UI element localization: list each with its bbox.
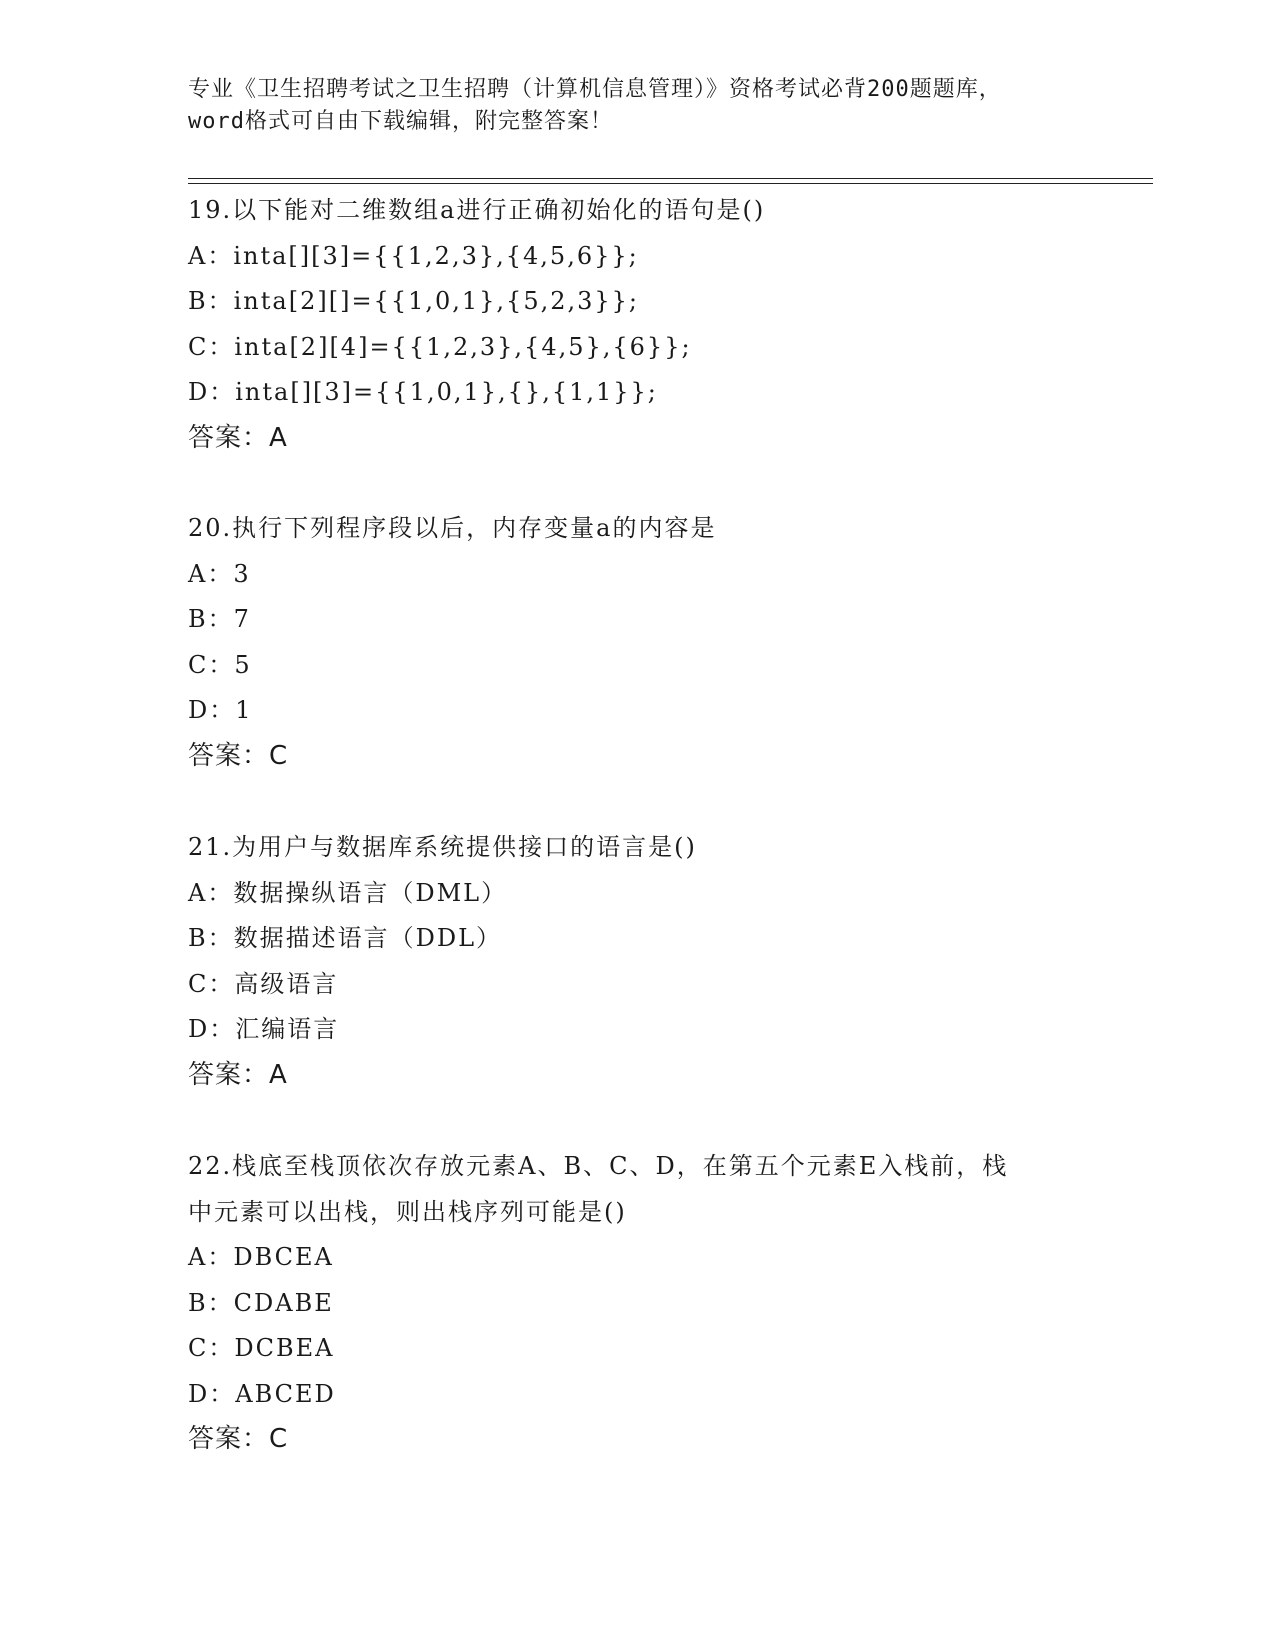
question-stem-line-2: 中元素可以出栈，则出栈序列可能是() xyxy=(188,1197,627,1226)
option-c: C：inta[2][4]={{1,2,3},{4,5},{6}}; xyxy=(188,332,692,361)
document-header xyxy=(188,74,1088,138)
option-d: D：1 xyxy=(188,696,253,724)
question-20 xyxy=(188,506,1088,779)
option-d: D：汇编语言 xyxy=(188,1015,340,1043)
option-b: B：7 xyxy=(188,605,251,633)
option-c: C：DCBEA xyxy=(188,1334,335,1362)
question-22 xyxy=(188,1144,1088,1463)
header-divider-bottom xyxy=(188,183,1153,184)
option-b: B：inta[2][]={{1,0,1},{5,2,3}}; xyxy=(188,287,640,315)
header-line-1: 专业《卫生招聘考试之卫生招聘（计算机信息管理）》资格考试必背200题题库， xyxy=(188,77,1002,102)
question-stem: 20.执行下列程序段以后，内存变量a的内容是 xyxy=(188,514,717,542)
answer: 答案：A xyxy=(188,422,288,453)
option-a: A：数据操纵语言（DML） xyxy=(188,878,508,907)
option-d: D：inta[][3]={{1,0,1},{},{1,1}}; xyxy=(188,378,658,406)
option-b: B：数据描述语言（DDL） xyxy=(188,924,503,952)
option-a: A：inta[][3]={{1,2,3},{4,5,6}}; xyxy=(188,241,639,270)
answer: 答案：A xyxy=(188,1059,288,1090)
question-stem-line-1: 22.栈底至栈顶依次存放元素A、B、C、D，在第五个元素E入栈前，栈 xyxy=(188,1152,1009,1180)
option-a: A：DBCEA xyxy=(188,1243,334,1271)
answer: 答案：C xyxy=(188,740,289,771)
question-stem: 19.以下能对二维数组a进行正确初始化的语句是() xyxy=(188,196,766,224)
option-a: A：3 xyxy=(188,559,251,588)
question-21 xyxy=(188,825,1088,1098)
answer: 答案：C xyxy=(188,1424,289,1454)
question-19 xyxy=(188,188,1088,461)
option-b: B：CDABE xyxy=(188,1288,334,1317)
question-stem: 21.为用户与数据库系统提供接口的语言是() xyxy=(188,833,697,861)
header-divider-top xyxy=(188,178,1153,179)
option-c: C：高级语言 xyxy=(188,969,339,998)
option-c: C：5 xyxy=(188,650,252,679)
header-line-2: word格式可自由下载编辑，附完整答案！ xyxy=(188,109,613,134)
option-d: D：ABCED xyxy=(188,1379,336,1408)
